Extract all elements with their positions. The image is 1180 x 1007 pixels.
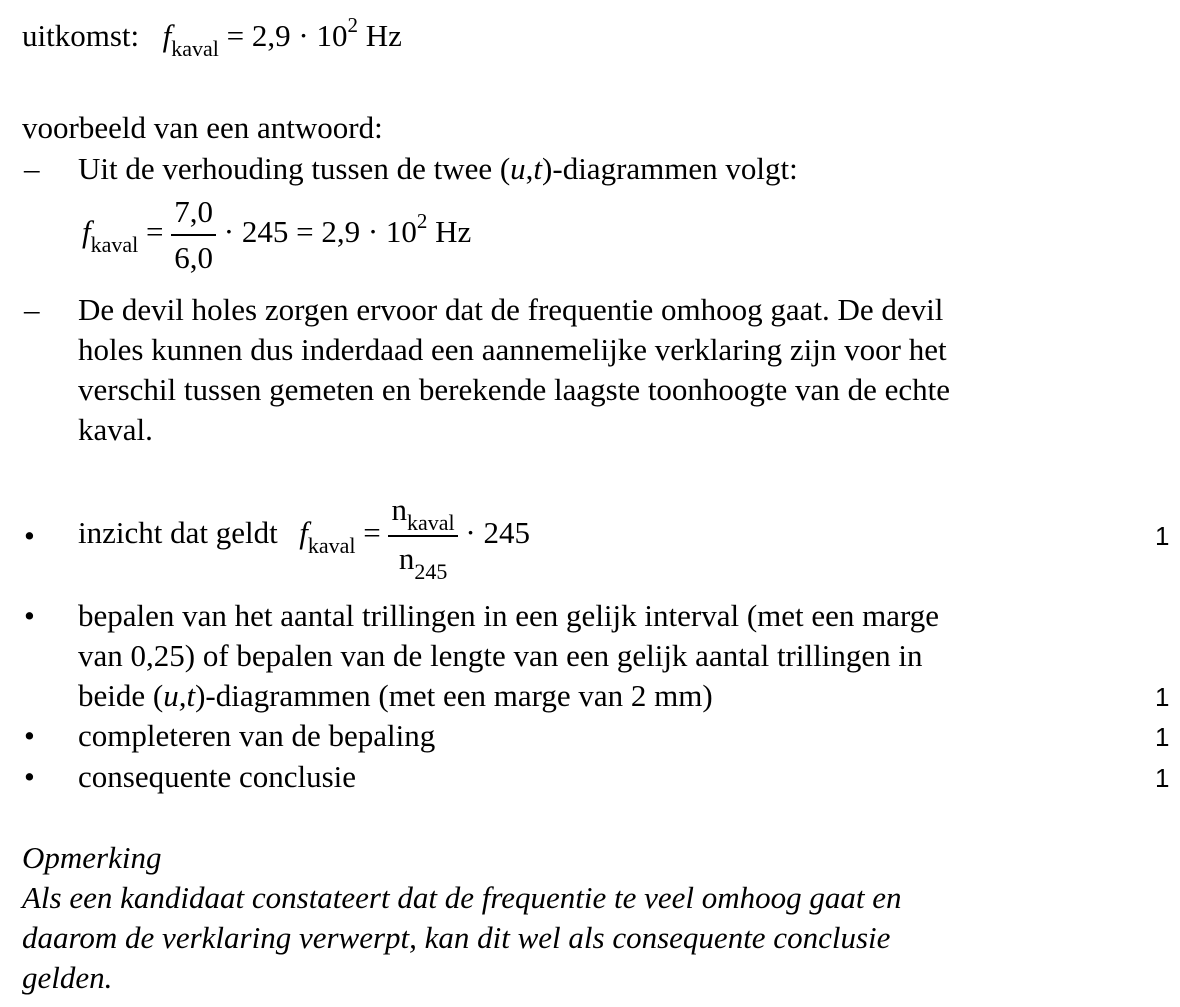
score-2: 1 (1155, 682, 1170, 712)
outcome-line (22, 13, 402, 61)
fraction-denominator: $n_{245}$ (398, 541, 448, 584)
criterion-4: consequente conclusie (78, 759, 357, 794)
remark-heading: Opmerking (22, 840, 162, 875)
example-heading: voorbeeld van een antwoord: (22, 110, 383, 145)
score-4: 1 (1155, 763, 1170, 793)
fraction-denominator: 6,0 (174, 240, 214, 275)
f-subscript: kaval (90, 232, 139, 258)
fraction-numerator: $n_{kaval}$ (391, 492, 455, 535)
criterion-bullet-1: • (24, 518, 35, 553)
outcome-label: uitkomst: (22, 18, 140, 53)
fraction-bar (171, 234, 216, 236)
example-item-1: Uit de verhouding tussen de twee (u,t)-diagrammen volgt: (78, 151, 798, 186)
fraction (171, 192, 216, 278)
fraction (388, 490, 457, 582)
criterion-3: completeren van de bepaling (78, 718, 436, 753)
example-item-2: De devil holes zorgen ervoor dat de frequentie omhoog gaat. De devil holes kunnen dus inderdaad een aannemelijke verklaring zijn voor het verschil tussen gemeten en berekende laagste toonhoogte van de echte kaval. (78, 292, 950, 447)
criterion-1: inzicht dat geldt $f_{kaval}$ = $\frac{n_{kaval}}{n_{245}}$ · 245 (78, 492, 530, 584)
fraction-bar (388, 535, 457, 537)
score-3: 1 (1155, 722, 1170, 752)
outcome-equation: = 2,9 · 10 (226, 18, 348, 53)
f-subscript: kaval (171, 36, 219, 61)
remark-body: Als een kandidaat constateert dat de frequentie te veel omhoog gaat en daarom de verklaring verwerpt, kan dit wel als consequente conclusie gelden. (22, 880, 902, 995)
criterion-bullet-2: • (24, 598, 35, 633)
f-subscript: kaval (307, 533, 356, 559)
fraction-numerator: 7,0 (174, 194, 214, 229)
f-symbol: f (299, 515, 308, 551)
outcome-exponent: 2 (347, 13, 358, 37)
example-dash-2: – (24, 292, 40, 327)
f-symbol: f (162, 18, 172, 53)
f-symbol: f (82, 214, 91, 250)
example-dash-1: – (24, 151, 40, 186)
criterion-2: bepalen van het aantal trillingen in een gelijk interval (met een marge van 0,25) of bepalen van de lengte van een gelijk aantal trillingen in beide (u,t)-diagrammen (met een marge van 2 mm) (78, 598, 940, 713)
example-formula: $f_{kaval}$ = $\frac{7,0}{6,0}$ · $245 = 2,9 \cdot 10^2$ Hz (82, 192, 471, 278)
criterion-bullet-3: • (24, 718, 35, 753)
score-1: 1 (1155, 521, 1170, 551)
criterion-bullet-4: • (24, 759, 35, 794)
outcome-unit: Hz (365, 18, 402, 53)
